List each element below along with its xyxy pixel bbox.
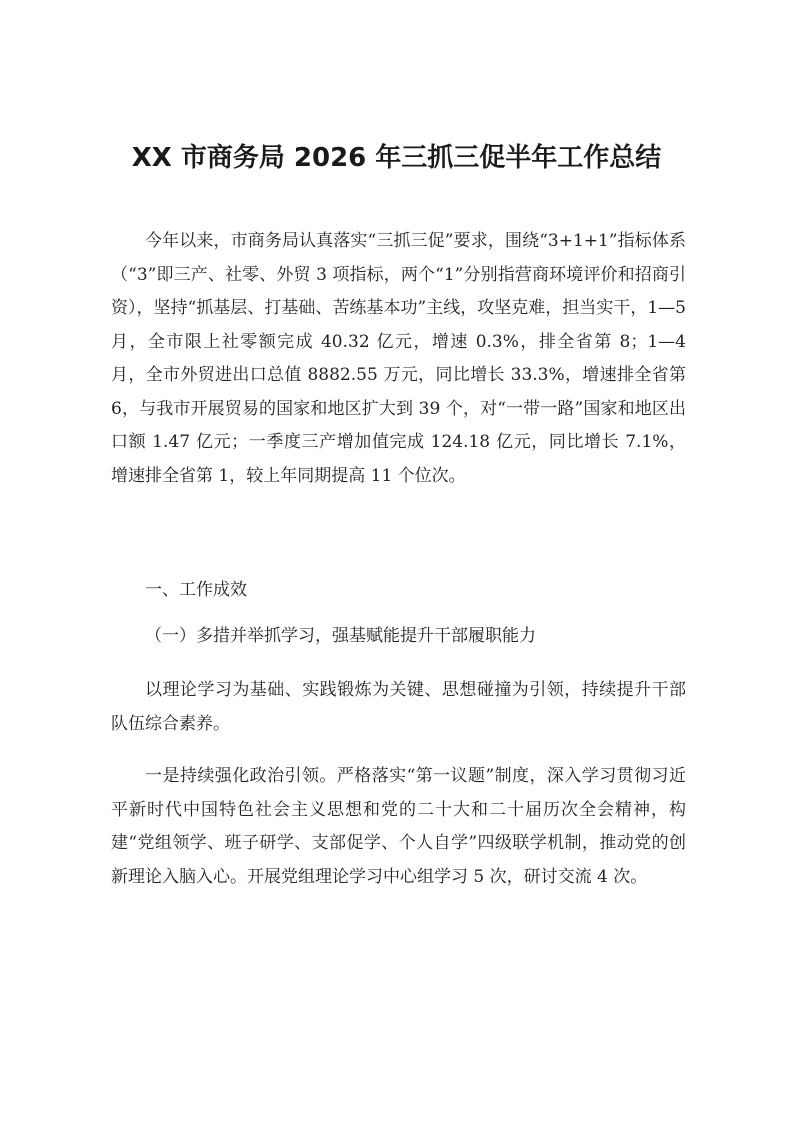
subsection-lead-paragraph: 以理论学习为基础、实践锻炼为关键、思想碰撞为引领，持续提升干部队伍综合素养。 xyxy=(111,680,686,734)
item-paragraph-1: 一是持续强化政治引领。严格落实“第一议题”制度，深入学习贯彻习近平新时代中国特色社会主义思想和党的二十大和二十届历次全会精神，构建“党组领学、班子研学、支部促学、个人自学”四级联学机制，推动党的创新理论入脑入心。开展党组理论学习中心组学习 5 次，研讨交流 4 次。 xyxy=(111,766,686,887)
subsection-heading-1: （一）多措并举抓学习，强基赋能提升干部履职能力 xyxy=(145,626,536,646)
document-title: XX 市商务局 2026 年三抓三促半年工作总结 xyxy=(131,143,662,173)
section-heading-1: 一、工作成效 xyxy=(145,580,247,600)
intro-paragraph: 今年以来，市商务局认真落实“三抓三促”要求，围绕“3+1+1”指标体系（“3”即三产、社零、外贸 3 项指标，两个“1”分别指营商环境评价和招商引资），坚持“抓基层、打基础、苦练基本功”主线，攻坚克难，担当实干，1—5 月，全市限上社零额完成 40.32 亿元，增速 0.3%，排全省第 8；1—4 月，全市外贸进出口总值 8882.55 万元，同比增长 33.3%，增速排全省第 6，与我市开展贸易的国家和地区扩大到 39 个，对“一带一路”国家和地区出口额 1.47 亿元；一季度三产增加值完成 124.18 亿元，同比增长 7.1%，增速排全省第 1，较上年同期提高 11 个位次。 xyxy=(111,231,686,486)
